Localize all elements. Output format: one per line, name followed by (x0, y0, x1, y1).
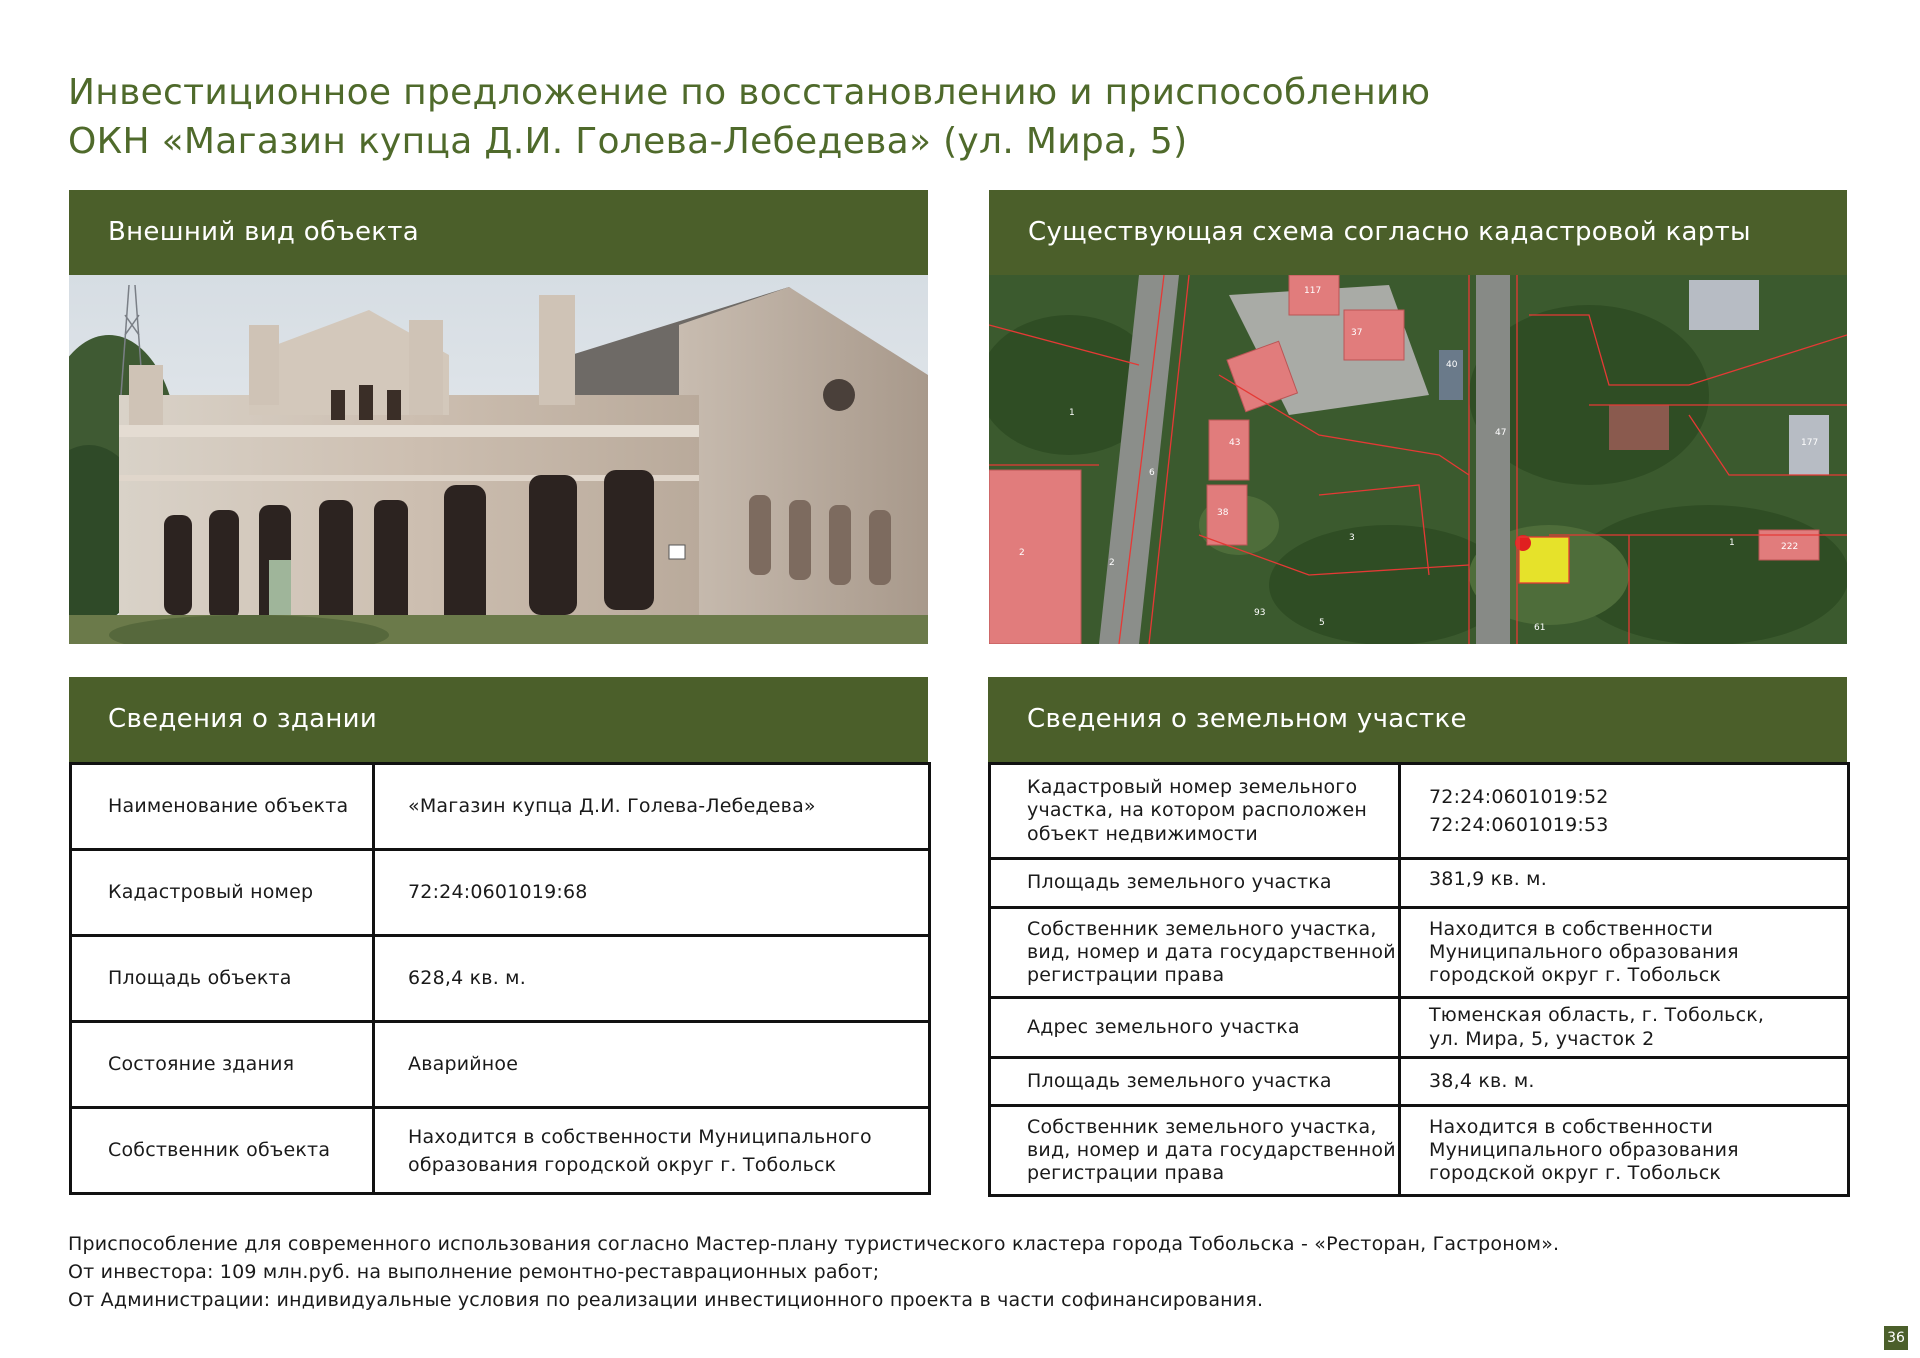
row-value (1400, 1058, 1849, 1106)
value-line: ул. Мира, 5, участок 2 (1429, 1027, 1655, 1050)
svg-text:38: 38 (1217, 508, 1229, 518)
label-line: Площадь земельного участка (1027, 1069, 1332, 1092)
label-line: Собственник земельного участка, (1027, 1115, 1377, 1138)
building-info-title: Сведения о здании (108, 704, 378, 734)
svg-text:222: 222 (1781, 542, 1799, 552)
label-line: участка, на котором расположен (1027, 799, 1367, 822)
row-label (990, 998, 1400, 1058)
building-photo (69, 275, 928, 644)
note-line: От инвестора: 109 млн.руб. на выполнение ремонтно-реставрационных работ; (68, 1261, 880, 1283)
value-line: 38,4 кв. м. (1429, 1069, 1535, 1092)
exterior-view-header (69, 190, 928, 275)
value-line: образования городской округ г. Тобольск (408, 1153, 837, 1176)
value-line: Тюменская область, г. Тобольск, (1429, 1004, 1765, 1027)
label-line: вид, номер и дата государственной (1027, 1138, 1396, 1161)
row-value: Аварийное (374, 1022, 930, 1108)
table-row (71, 764, 930, 850)
note-line: Приспособление для современного использования согласно Мастер-плану туристического кластера города Тобольска - «Ресторан, Гастроном». (68, 1233, 1560, 1255)
title-line-1: Инвестиционное предложение по восстановлению и приспособлению (68, 72, 1431, 113)
row-label: Площадь объекта (71, 936, 374, 1022)
exterior-view-label: Внешний вид объекта (108, 217, 419, 247)
svg-text:117: 117 (1304, 286, 1322, 296)
svg-text:177: 177 (1801, 438, 1819, 448)
table-row (990, 1058, 1849, 1106)
page-title (68, 68, 1468, 166)
table-row (990, 998, 1849, 1058)
svg-text:47: 47 (1495, 428, 1507, 438)
value-line: 72:24:0601019:53 (1429, 814, 1609, 836)
value-line: городской округ г. Тобольск (1429, 964, 1722, 987)
row-label: Кадастровый номер (71, 850, 374, 936)
land-info-header (988, 677, 1847, 762)
label-line: регистрации права (1027, 964, 1225, 987)
value-line: Находится в собственности Муниципального (408, 1125, 872, 1148)
row-label: Состояние здания (71, 1022, 374, 1108)
row-value: 72:24:0601019:68 (374, 850, 930, 936)
svg-text:37: 37 (1351, 328, 1363, 338)
svg-text:93: 93 (1254, 608, 1266, 618)
table-row (990, 859, 1849, 908)
row-value (1400, 764, 1849, 859)
row-label (990, 859, 1400, 908)
notes (68, 1230, 1559, 1314)
row-label (990, 1106, 1400, 1196)
row-value (1400, 908, 1849, 998)
table-row (990, 908, 1849, 998)
label-line: Собственник земельного участка, (1027, 917, 1377, 940)
row-label (990, 764, 1400, 859)
value-line: Находится в собственности (1429, 1115, 1714, 1138)
row-value (1400, 859, 1849, 908)
svg-text:40: 40 (1446, 360, 1458, 370)
label-line: Адрес земельного участка (1027, 1015, 1300, 1038)
table-row (71, 1108, 930, 1194)
note-line: От Администрации: индивидуальные условия по реализации инвестиционного проекта в части софинансирования. (68, 1289, 1264, 1311)
row-label: Собственник объекта (71, 1108, 374, 1194)
table-row (71, 850, 930, 936)
row-label (990, 1058, 1400, 1106)
svg-text:5: 5 (1319, 618, 1325, 628)
svg-text:6: 6 (1149, 468, 1155, 478)
cadastral-map-header (989, 190, 1847, 275)
value-line: городской округ г. Тобольск (1429, 1162, 1722, 1185)
building-info-header (69, 677, 928, 762)
building-info-table (69, 762, 931, 1195)
value-line: Муниципального образования (1429, 1138, 1739, 1161)
row-value: 628,4 кв. м. (374, 936, 930, 1022)
title-line-2: ОКН «Магазин купца Д.И. Голева-Лебедева» (ул. Мира, 5) (68, 121, 1188, 162)
row-value (1400, 998, 1849, 1058)
svg-text:3: 3 (1349, 533, 1355, 543)
cadastral-map (989, 275, 1847, 644)
row-label: Наименование объекта (71, 764, 374, 850)
svg-text:1: 1 (1729, 538, 1735, 548)
label-line: вид, номер и дата государственной (1027, 940, 1396, 963)
label-line: Площадь земельного участка (1027, 871, 1332, 894)
value-line: 381,9 кв. м. (1429, 868, 1547, 890)
row-value (1400, 1106, 1849, 1196)
label-line: регистрации права (1027, 1162, 1225, 1185)
table-row (71, 936, 930, 1022)
row-value (374, 1108, 930, 1194)
svg-text:43: 43 (1229, 438, 1241, 448)
page-number: 36 (1884, 1326, 1908, 1350)
table-row (990, 1106, 1849, 1196)
svg-text:1: 1 (1069, 408, 1075, 418)
cadastral-map-label: Существующая схема согласно кадастровой карты (1028, 217, 1751, 247)
table-row (990, 764, 1849, 859)
label-line: объект недвижимости (1027, 822, 1258, 845)
svg-text:61: 61 (1534, 623, 1546, 633)
row-value: «Магазин купца Д.И. Голева-Лебедева» (374, 764, 930, 850)
row-label (990, 908, 1400, 998)
table-row (71, 1022, 930, 1108)
value-line: Находится в собственности (1429, 917, 1714, 940)
label-line: Кадастровый номер земельного (1027, 776, 1358, 799)
value-line: Муниципального образования (1429, 940, 1739, 963)
svg-text:2: 2 (1019, 548, 1025, 558)
value-line: 72:24:0601019:52 (1429, 786, 1609, 808)
svg-text:2: 2 (1109, 558, 1115, 568)
land-info-title: Сведения о земельном участке (1027, 704, 1467, 734)
land-info-table (988, 762, 1850, 1197)
